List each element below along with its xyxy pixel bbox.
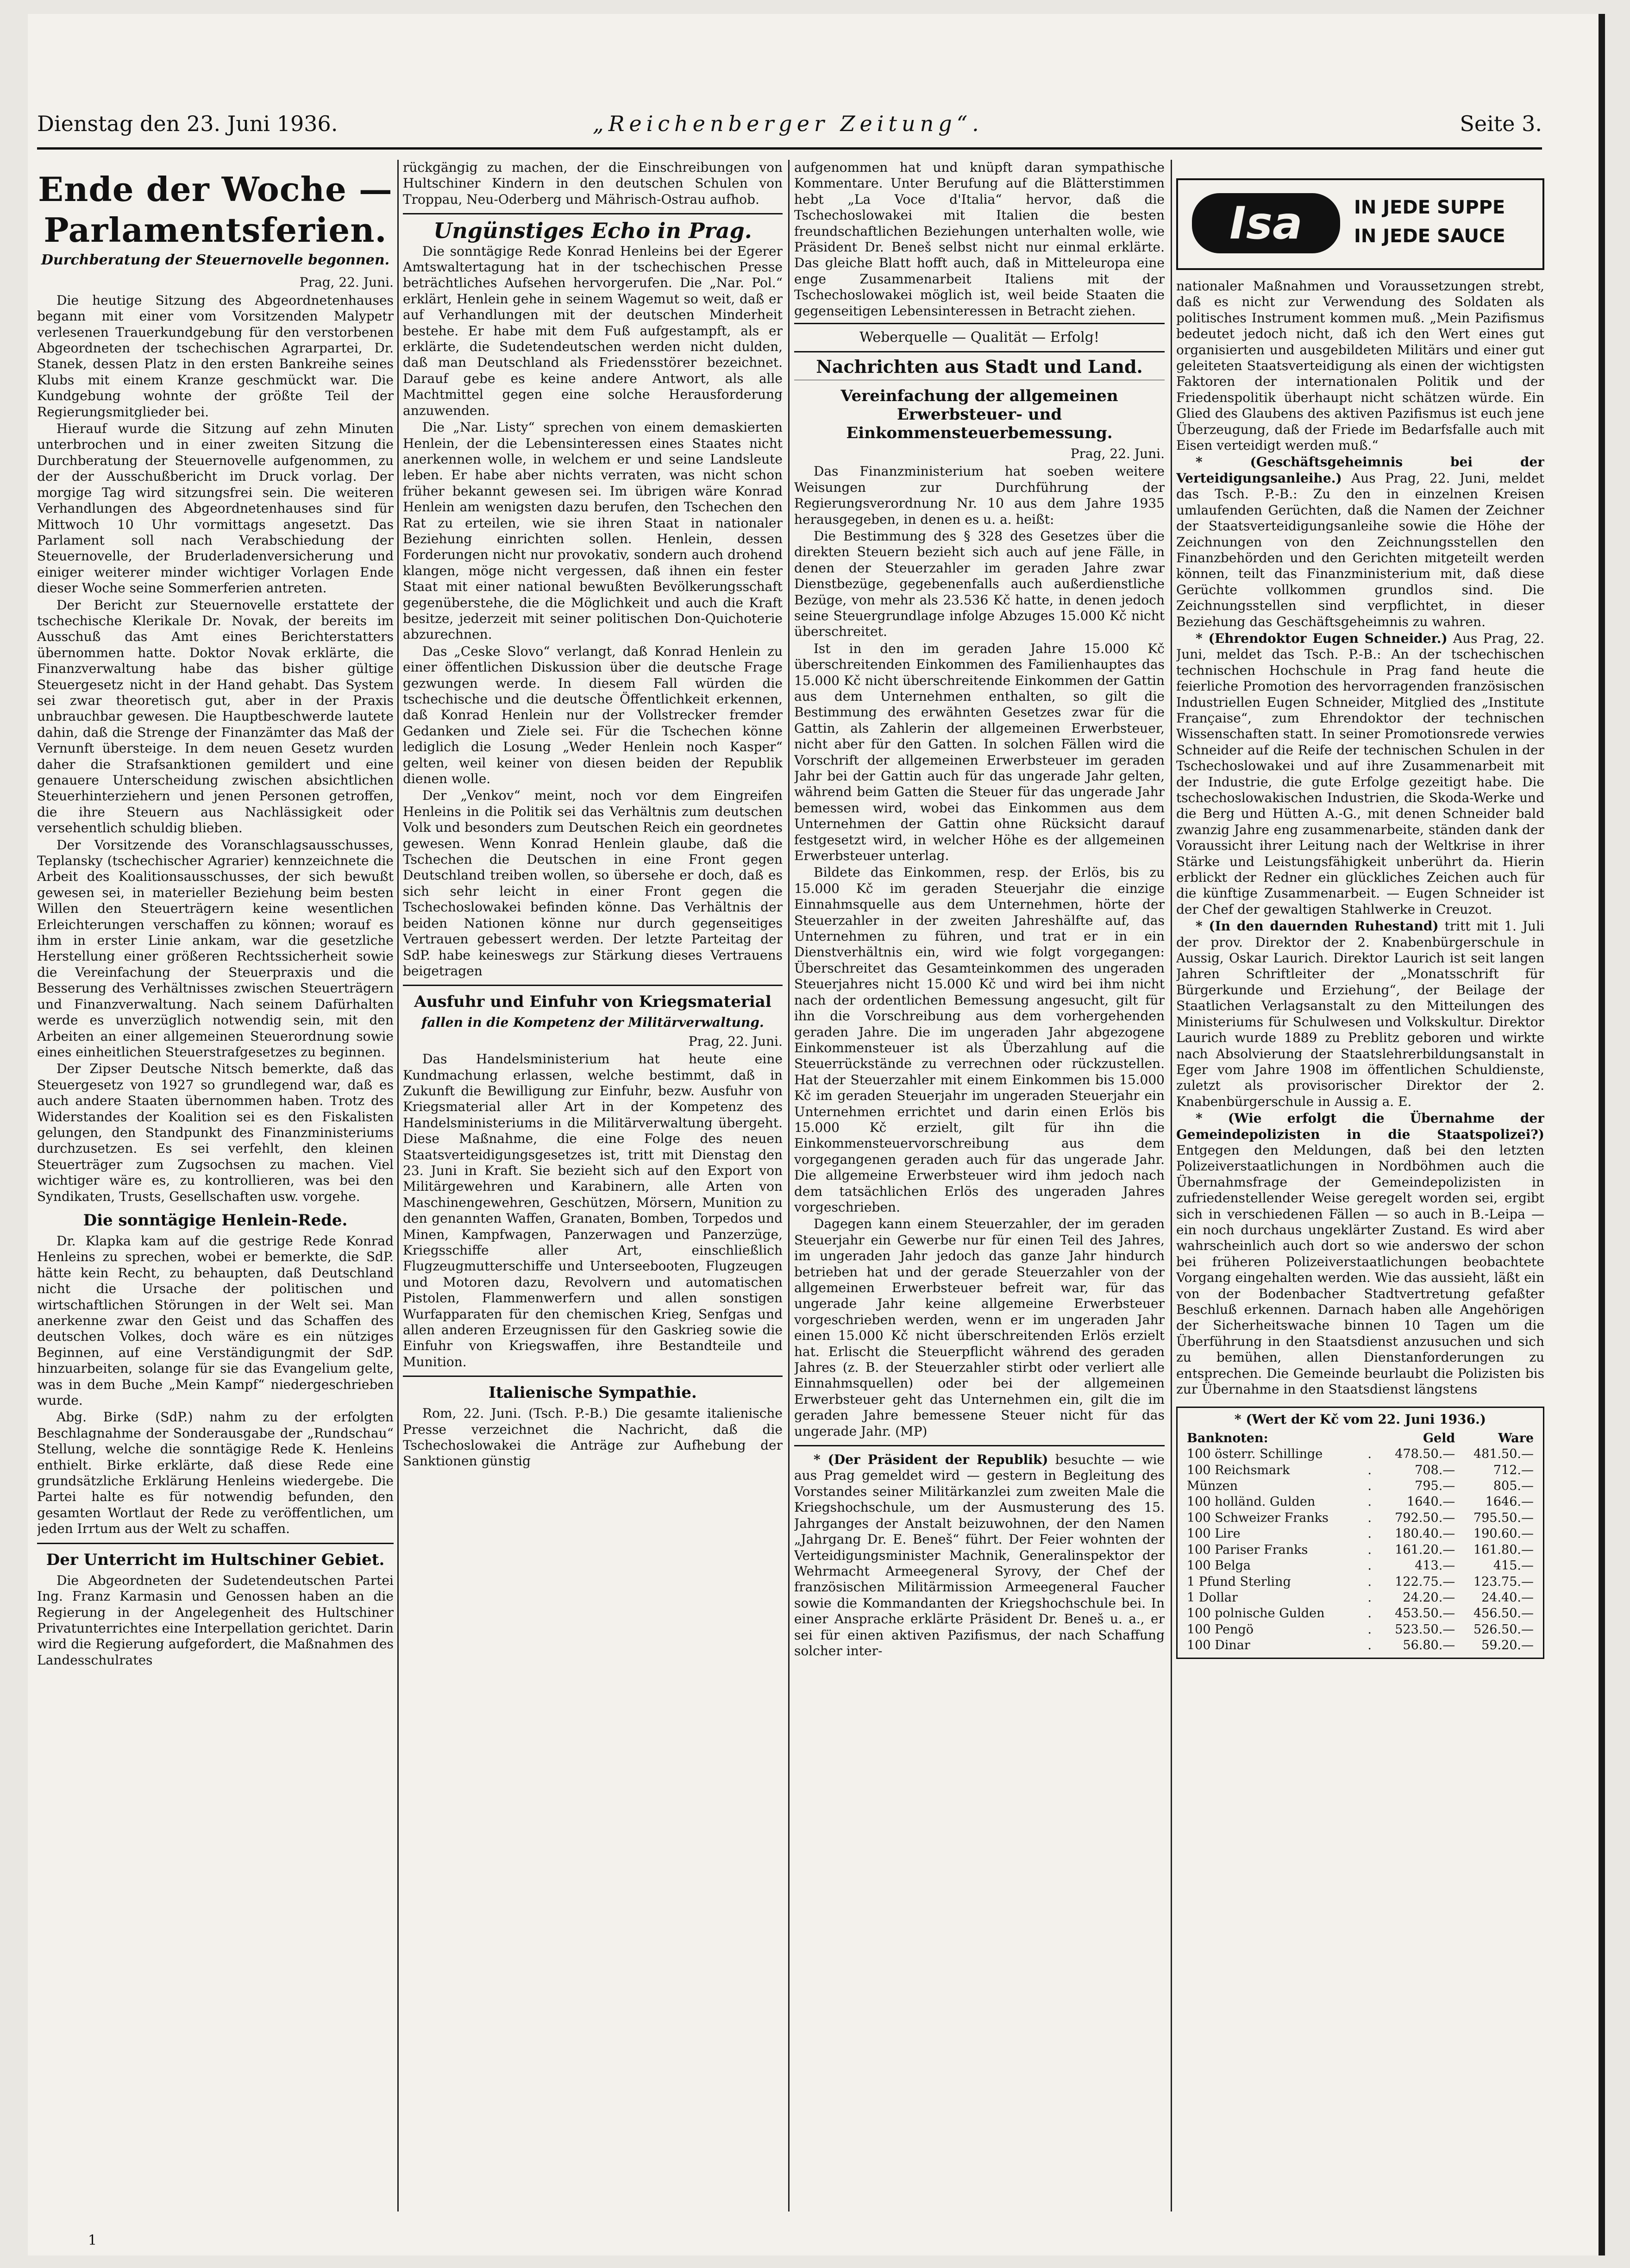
section-heading: Italienische Sympathie. [489, 1383, 697, 1402]
table-row [1184, 1446, 1536, 1462]
news-item-text: besuchte — wie aus Prag gemeldet wird — gestern in Begleitung des Vorstandes seiner Militärkanzlei zum zweiten Male die Kriegshochschule, um der Ausmusterung des 15. Jahrganges der Anstalt beizuwohnen, der den Namen „Jahrgang Dr. E. Beneš“ führt. Der Feier wohnten der Verteidigungsminister Machnik, Generalinspektor der Wehrmacht Armeegeneral Syrovy, der Chef der französischen Militärmission Armeegeneral Faucher sowie die Kommandanten der Kriegshochschule bei. In einer Ansprache erklärte Präsident Dr. Beneš u. a., er sei für einen aktiven Pazifismus, der nach Schaffung solcher inter- [794, 1452, 1165, 1659]
article-headline: Ausfuhr und Einfuhr von Kriegsmaterial [414, 993, 771, 1011]
dateline: Prag, 22. Juni. [1070, 446, 1165, 461]
buy-rate-cell: 24.20.— [1403, 1590, 1455, 1605]
article-paragraph: Der Zipser Deutsche Nitsch bemerkte, daß das Steuergesetz von 1927 so grundlegend war, daß es auch andere Staaten übernommen haben. Trotz des Widerstandes der Koalition sei es den Fiskalisten gelungen, den Standpunkt des Finanzministeriums durchzusetzen. Es sei verfehlt, den kleinen Steuerträger zum Zugsochsen zu machen. Viel wichtiger wäre es, zu kontrollieren, was bei den Syndikaten, Trusts, Gesellschaften usw. vorgehe. [37, 1061, 394, 1204]
news-item [794, 1452, 1165, 1659]
table-header-row [1184, 1431, 1536, 1446]
header-masthead: „Reichenberger Zeitung“. [593, 111, 984, 136]
buy-rate-cell: 453.50.— [1395, 1606, 1455, 1621]
dateline: Prag, 22. Juni. [688, 1033, 783, 1049]
dots-cell: . [1367, 1558, 1372, 1573]
news-item-text: Aus Prag, 22. Juni, meldet das Tsch. P.-B.: An der tschechischen technischen Hochschule in Prag fand heute die feierliche Promotion des hervorragenden französischen Industriellen Eugen Schneider, Mitglied des „Institute Française“, zum Ehrendoktor der technischen Wissenschaften statt. In seiner Promotionsrede verwies Schneider auf die Reife der technischen Schulen in der Tschechoslowakei und auf ihre Zusammenarbeit mit der Industrie, die gute Erfolge gezeitigt habe. Die tschechoslowakischen Industrien, die Skoda-Werke und die Berg und Hütten A.-G., mit denen Schneider bald zwanzig Jahre eng zusammenarbeite, ständen dank der Voraussicht ihrer Leitung nach der Weltkrise in ihrer Stärke und Leistungsfähigkeit unberührt da. Hierin erblickt der Redner ein glückliches Zeichen auch für die künftige Zusammenarbeit. — Eugen Schneider ist der Chef der gewaltigen Stahlwerke in Creuzot. [1176, 630, 1544, 917]
buy-rate-cell: 1640.— [1407, 1495, 1455, 1509]
article-paragraph: Abg. Birke (SdP.) nahm zu der erfolgten Beschlagnahme der Sonderausgabe der „Rundschau“ Stellung, welche die sonntägige Rede K. Henleins enthielt. Birke erklärte, daß diese Rede eine grundsätzliche Erklärung Henleins wiedergebe. Die Partei halte es für notwendig befunden, den gesamten Wortlaut der Rede zu veröffentlichen, um jeden Irrtum aus der Welt zu schaffen. [37, 1409, 394, 1537]
news-item-text: tritt mit 1. Juli der prov. Direktor der 2. Knabenbürgerschule in Aussig, Oskar Laurich. Direktor Laurich ist seit langen Jahren Schriftleiter der „Monatsschrift für Bürgerkunde und Erziehung“, der Beilage der Staatlichen Verlagsanstalt zu den Mitteilungen des Ministeriums für Schulwesen und Volkskultur. Direktor Laurich wurde 1889 zu Preblitz geboren und wirkte nach Absolvierung der Staatslehrerbildungsanstalt in Eger vom Jahre 1908 im öffentlichen Schuldienste, zuletzt als provisorischer Direktor der 2. Knabenbürgerschule in Aussig a. E. [1176, 918, 1544, 1109]
article-paragraph: Das Handelsministerium hat heute eine Kundmachung erlassen, welche bestimmt, daß in Zukunft die Bewilligung zur Einfuhr, bezw. Ausfuhr von Kriegsmaterial aller Art in der Kompetenz des Handelsministeriums in die Militärverwaltung übergeht. Diese Maßnahme, die eine Folge des neuen Staatsverteidigungsgesetzes ist, tritt mit Dienstag den 23. Juni in Kraft. Sie bezieht sich auf den Export von Militärgewehren und Karabinern, alle Arten von Maschinengewehren, Geschützen, Mörsern, Munition zu den genannten Waffen, Granaten, Bomben, Torpedos und Minen, Kampfwagen, Panzerwagen und Panzerzüge, Kriegsschiffe aller Art, einschließlich Flugzeugmutterschiffe und Unterseebooten, Flugzeugen und Motoren dazu, Revolvern und automatischen Pistolen, Flammenwerfern und allen sonstigen Wurfapparaten für den chemischen Krieg, Senfgas und allen anderen Erzeugnissen für den Gaskrieg sowie die Einfuhr von Kriegswaffen, ihre Bestandteile und Munition. [403, 1051, 783, 1370]
dots-cell: . [1367, 1447, 1372, 1462]
table-row [1184, 1478, 1536, 1494]
main-headline: Ende der Woche — Parlamentsferien. [38, 170, 393, 250]
article-paragraph: nationaler Maßnahmen und Voraussetzungen strebt, daß es nicht zur Verwendung des Soldaten als politisches Instrument kommen muß. „Mein Pazifismus bedeutet jedoch nicht, daß ich den Wert eines gut organisierten und ausgebildeten Militärs und einer gut geleiteten Staatsverteidigung als einen der wichtigsten Faktoren der internationalen Politik und der Friedenspolitik überhaupt nicht schätzen würde. Ein Glied des Glaubens des aktiven Pazifismus ist euch jene Überzeugung, daß der Friede im Bedarfsfalle auch mit Eisen verteidigt werden muß.“ [1176, 278, 1544, 453]
news-item-heading: * (Geschäftsgeheimnis bei der Verteidigungsanleihe.) [1176, 454, 1544, 486]
currency-cell: 100 Lire [1187, 1527, 1241, 1541]
article-paragraph: Das „Ceske Slovo“ verlangt, daß Konrad Henlein zu einer öffentlichen Diskussion über die deutsche Frage gezwungen werde. In diesem Fall würden die tschechische und die deutsche Öffentlichkeit erkennen, daß Konrad Henlein nur der Vollstrecker fremder Gedanken und Ziele sei. Für die Tschechen könne lediglich die Losung „Weder Henlein noch Kasper“ gelten, weil keiner von diesen beiden der Republik dienen wolle. [403, 643, 783, 787]
table-row [1184, 1526, 1536, 1542]
exchange-rates-box [1176, 1407, 1544, 1659]
sell-rate-cell: 415.— [1493, 1558, 1534, 1573]
column-divider [1171, 160, 1172, 2211]
buy-rate-cell: 413.— [1415, 1558, 1455, 1573]
table-row [1184, 1574, 1536, 1590]
article-paragraph: Das Finanzministerium hat soeben weitere Weisungen zur Durchführung der Regierungsverordnung Nr. 10 aus dem Jahre 1935 herausgegeben, in denen es u. a. heißt: [794, 464, 1165, 527]
sell-rate-cell: 59.20.— [1481, 1638, 1534, 1653]
buy-rate-cell: 180.40.— [1395, 1527, 1455, 1541]
page-header [37, 111, 1542, 144]
section-heading: Die sonntägige Henlein-Rede. [83, 1211, 348, 1230]
dots-cell: . [1367, 1590, 1372, 1605]
article-paragraph: Dagegen kann einem Steuerzahler, der im geraden Steuerjahr ein Gewerbe nur für einen Teil des Jahres, im ungeraden Jahr jedoch das ganze Jahr hindurch betrieben hat und der gerade Steuerzahler von der allgemeinen Erwerbsteuer befreit war, für das ungerade Jahr keine allgemeine Erwerbsteuer vorgeschrieben werden, wenn er im ungeraden Jahr einen 15.000 Kč nicht überschreitenden Erlös erzielt hat. Erlischt die Steuerpflicht während des geraden Jahres (z. B. der Steuerzahler stirbt oder verliert alle Einnahmsquellen) oder bei der allgemeinen Erwerbsteuer geht das Unternehmen ein, gilt die im geraden Jahre bemessene Steuer nicht für das ungerade Jahr. (MP) [794, 1216, 1165, 1439]
news-item-heading: * (Der Präsident der Republik) [814, 1452, 1048, 1468]
dots-cell: . [1367, 1542, 1372, 1557]
article-paragraph: Bildete das Einkommen, resp. der Erlös, bis zu 15.000 Kč im geraden Steuerjahr die einzige Einnahmsquelle aus dem Unternehmen, hörte der Steuerzahler in der zweiten Jahreshälfte auf, das Unternehmen zu führen, und trat er in ein Dienstverhältnis ein, wird wie folgt vorgegangen: Überschreitet das Gesamteinkommen des ungeraden Steuerjahres nicht 15.000 Kč und wird bei ihm nicht nach der ordentlichen Bemessung angesucht, gilt für ihn die Vorschreibung aus dem vorhergehenden geraden Jahre. Die im ungeraden Jahr abgezogene Einkommensteuer ist als Überzahlung auf die Steuerrückstände zu verrechnen oder rückzustellen. Hat der Steuerzahler mit einem Einkommen bis 15.000 Kč im geraden Steuerjahr im ungeraden Steuerjahr ein Unternehmen errichtet und darin einen Erlös bis 15.000 Kč erzielt, gilt für ihn die Einkommensteuervorschreibung aus dem vorgegangenen geraden auch für das ungerade Jahr. Die allgemeine Erwerbsteuer wird ihm jedoch nach dem tatsächlichen Erlös des ungeraden Jahres vorgeschrieben. [794, 865, 1165, 1215]
divider [403, 213, 783, 214]
table-row [1184, 1463, 1536, 1478]
article-paragraph: Die „Nar. Listy“ sprechen von einem demaskierten Henlein, der die Lebensinteressen eines Staates nicht anerkennen wolle, in welchem er und seine Landsleute leben. Er habe aber nichts verraten, was nicht schon früher bekannt gewesen sei. Im übrigen wäre Konrad Henlein am wenigsten dazu berufen, den Tschechen den Rat zu erteilen, wie sie ihren Staat in nationaler Beziehung einrichten sollen. Henlein, dessen Forderungen nicht nur provokativ, sondern auch drohend klangen, möge nicht vergessen, daß ihnen ein fester Staat mit einer national bewußten Bevölkerungsschaft gegenüberstehe, die die Möglichkeit und auch die Kraft besitze, jederzeit mit seiner politischen Don-Quichoterie abzurechnen. [403, 420, 783, 642]
dots-cell: . [1367, 1574, 1372, 1589]
buy-rate-cell: 523.50.— [1395, 1622, 1455, 1637]
header-date: Dienstag den 23. Juni 1936. [37, 111, 338, 136]
buy-rate-cell: 795.— [1415, 1479, 1455, 1494]
currency-cell: 100 polnische Gulden [1187, 1606, 1325, 1621]
table-row [1184, 1558, 1536, 1574]
sell-rate-cell: 526.50.— [1473, 1622, 1534, 1637]
news-item [1176, 918, 1544, 1110]
sell-rate-cell: 712.— [1493, 1463, 1534, 1477]
currency-cell: 100 holländ. Gulden [1187, 1495, 1316, 1509]
column-header: Ware [1498, 1431, 1534, 1445]
table-row [1184, 1510, 1536, 1526]
currency-cell: 100 Pariser Franks [1187, 1542, 1308, 1557]
column-divider [397, 160, 399, 2211]
section-heading: Der Unterricht im Hultschiner Gebiet. [46, 1550, 385, 1569]
header-rule [37, 147, 1542, 150]
article-paragraph: Hierauf wurde die Sitzung auf zehn Minuten unterbrochen und in einer zweiten Sitzung die Durchberatung der Steuernovelle aufgenommen, zu der der Ausschußbericht im Druck vorlag. Der morgige Tag wird sitzungsfrei sein. Die weiteren Verhandlungen des Abgeordnetenhauses sind für Mittwoch 10 Uhr vormittags angesetzt. Das Parlament soll nach Verabschiedung der Steuernovelle, der Bruderladenversicherung und einiger weiterer minder wichtiger Vorlagen Ende dieser Woche seine Sommerferien antreten. [37, 421, 394, 596]
news-item [1176, 631, 1544, 917]
article-paragraph: Die Bestimmung des § 328 des Gesetzes über die direkten Steuern bezieht sich auch auf jene Fälle, in denen der Steuerzahler im geraden Jahre zwar Dienstbezüge, gegebenenfalls auch außerdienstliche Bezüge, von mehr als 23.536 Kč hatte, in denen jedoch seine Steuergrundlage infolge Abzuges 15.000 Kč nicht überschreitet. [794, 528, 1165, 640]
sell-rate-cell: 805.— [1493, 1479, 1534, 1494]
dots-cell: . [1367, 1510, 1372, 1525]
news-item-heading: * (Ehrendoktor Eugen Schneider.) [1196, 630, 1448, 646]
article-paragraph: aufgenommen hat und knüpft daran sympathische Kommentare. Unter Berufung auf die Blätterstimmen hebt „La Voce d'Italia“ hervor, daß die Tschechoslowakei mit Italien die besten freundschaftlichen Beziehungen unterhalten wolle, wie Präsident Dr. Beneš selbst nicht nur einmal erklärte. Das gleiche Blatt hofft auch, daß in Mitteleuropa eine enge Zusammenarbeit Italiens mit der Tschechoslowakei möglich ist, weil beide Staaten die gegenseitigen Lebensinteressen in Betracht ziehen. [794, 160, 1165, 319]
dots-cell: . [1367, 1606, 1372, 1621]
sell-rate-cell: 456.50.— [1473, 1606, 1534, 1621]
dots-cell: . [1367, 1622, 1372, 1637]
ad-line: IN JEDE SUPPE [1354, 197, 1505, 218]
margin-mark: 1 [88, 2232, 97, 2249]
column-divider [788, 160, 790, 2211]
buy-rate-cell: 792.50.— [1395, 1510, 1455, 1525]
sell-rate-cell: 161.80.— [1473, 1542, 1534, 1557]
table-row [1184, 1590, 1536, 1606]
currency-cell: 100 Dinar [1187, 1638, 1250, 1653]
sell-rate-cell: 123.75.— [1473, 1574, 1534, 1589]
currency-cell: 100 Reichsmark [1187, 1463, 1290, 1477]
currency-cell: 1 Pfund Sterling [1187, 1574, 1291, 1589]
news-item-text: Entgegen den Meldungen, daß bei den letzten Polizeiverstaatlichungen in Nordböhmen auch die Übernahmsfrage der Gemeindepolizisten in zufriedenstellender Weise geregelt worden sei, ergibt sich in verschiedenen Fällen — so auch in B.-Leipa — ein noch durchaus ungeklärter Zustand. Es wird aber wahrscheinlich auch dort so wie anderswo der schon bei früheren Polizeiverstaatlichungen beobachtete Vorgang eingehalten werden. Wie das aussieht, läßt ein von der Bodenbacher Stadtvertretung gefaßter Beschluß erkennen. Darnach haben alle Angehörigen der Sicherheitswache binnen 10 Tagen um die Überführung in den Staatsdienst anzusuchen und sich zu bemühen, allen Dienstanforderungen zu entsprechen. Die Gemeinde beurlaubt die Polizisten bis zur Übernahme in den Staatsdienst längstens [1176, 1142, 1544, 1397]
article-paragraph: Der „Venkov“ meint, noch vor dem Eingreifen Henleins in die Politik sei das Verhältnis zum deutschen Volk und besonders zum Deutschen Reich ein geordnetes gewesen. Wenn Konrad Henlein glaube, daß die Tschechen die Deutschen in eine Front gegen Deutschland treiben wollen, so übersehe er doch, daß es sich sehr leicht in einer Front gegen die Tschechoslowakei befinden könne. Das Verhältnis der beiden Nationen könne nur durch gegenseitiges Vertrauen gebessert werden. Der letzte Parteitag der SdP. habe keineswegs zur Stärkung dieses Vertrauens beigetragen [403, 788, 783, 979]
buy-rate-cell: 161.20.— [1395, 1542, 1455, 1557]
divider [794, 1445, 1165, 1446]
exchange-rates-title: * (Wert der Kč vom 22. Juni 1936.) [1234, 1412, 1486, 1427]
news-item-text: Aus Prag, 22. Juni, meldet das Tsch. P.-B.: Zu den in einzelnen Kreisen umlaufenden Gerüchten, daß die Namen der Zeichner der Staatsverteidigungsanleihe sowie die Höhe der Zeichnungen von den Zeichnungsstellen den Finanzbehörden und den Gerichten mitgeteilt werden können, teilt das Finanzministerium mit, daß diese Gerüchte vollkommen grundlos sind. Die Zeichnungsstellen sind verpflichtet, in dieser Beziehung das Geschäftsgeheimnis zu wahren. [1176, 470, 1544, 629]
dots-cell: . [1367, 1463, 1372, 1477]
column-header: Banknoten: [1187, 1431, 1268, 1445]
currency-cell: Münzen [1187, 1479, 1238, 1494]
section-title: Nachrichten aus Stadt und Land. [816, 356, 1143, 377]
sell-rate-cell: 481.50.— [1473, 1447, 1534, 1462]
article-paragraph: Die Abgeordneten der Sudetendeutschen Partei Ing. Franz Karmasin und Genossen haben an die Regierung in der Angelegenheit des Hultschiner Privatunterrichtes eine Interpellation gerichtet. Darin wird die Regierung aufgefordert, die Maßnahmen des Landesschulrates [37, 1572, 394, 1668]
exchange-rates-table [1184, 1431, 1536, 1654]
sell-rate-cell: 190.60.— [1473, 1527, 1534, 1541]
dots-cell: . [1367, 1638, 1372, 1653]
divider [37, 1543, 394, 1544]
currency-cell: 100 Belga [1187, 1558, 1251, 1573]
article-paragraph: Die heutige Sitzung des Abgeordnetenhauses begann mit einer vom Vorsitzenden Malypetr verlesenen Trauerkundgebung für den verstorbenen Abgeordneten der tschechischen Agrarpartei, Dr. Stanek, dessen Platz in den ersten Bankreihe seines Klubs mit einem Kranze geschmückt war. Die Kundgebung wohnte der größte Teil der Regierungsmitglieder bei. [37, 292, 394, 420]
article-paragraph: rückgängig zu machen, der die Einschreibungen von Hultschiner Kindern in den deutschen Schulen von Troppau, Neu-Oderberg und Mährisch-Ostrau aufhob. [403, 160, 783, 207]
column-2 [403, 160, 783, 2230]
article-headline: Ungünstiges Echo in Prag. [433, 218, 752, 244]
article-paragraph: Ist in den im geraden Jahre 15.000 Kč überschreitenden Einkommen des Familienhauptes das 15.000 Kč nicht überschreitende Einkommen der Gattin aus dem Unternehmen enthalten, so gilt die Bestimmung des erwähnten Gesetzes zwar für die Gattin, als Zahlerin der allgemeinen Erwerbsteuer, nicht aber für den Gatten. In solchen Fällen wird die Vorschrift der allgemeinen Erwerbsteuer im geraden Jahr bei der Gattin auch für das ungerade Jahr gelten, während beim Gatten die Steuer für das ungerade Jahr bemessen wird, wobei das Einkommen aus dem Unternehmen der Gattin ohne Rücksicht darauf festgesetzt wird, in welcher Höhe es der allgemeinen Erwerbsteuer unterlag. [794, 641, 1165, 864]
table-row [1184, 1542, 1536, 1558]
main-subheadline: Durchberatung der Steuernovelle begonnen. [41, 252, 390, 268]
article-paragraph: Der Bericht zur Steuernovelle erstattete der tschechische Klerikale Dr. Novak, der bereits im Ausschuß das Amt eines Berichterstatters übernommen hatte. Doktor Novak erklärte, die Finanzverwaltung habe das bisher gültige Steuergesetz nicht in der Hand gehabt. Das System sei zwar theoretisch gut, aber in der Praxis unbrauchbar gewesen. Die Hauptbeschwerde lautete dahin, daß die Strenge der Finanzämter das Maß der Vernunft übersteige. In dem neuen Gesetz wurden daher die Strafsanktionen gemildert und eine genauere Unterscheidung zwischen absichtlichen Steuerhinterziehern und jenen Personen getroffen, die ihre Steuern aus Nachlässigkeit oder versehentlich schuldig blieben. [37, 597, 394, 836]
table-row [1184, 1494, 1536, 1510]
divider [403, 1376, 783, 1377]
dateline: Prag, 22. Juni. [299, 275, 394, 290]
isa-advertisement [1176, 178, 1544, 270]
ad-line: IN JEDE SAUCE [1354, 226, 1505, 247]
news-item [1176, 454, 1544, 629]
news-item-heading: * (In den dauernden Ruhestand) [1196, 918, 1439, 934]
buy-rate-cell: 478.50.— [1395, 1447, 1455, 1462]
exchange-rates-body [1184, 1446, 1536, 1653]
currency-cell: 100 Schweizer Franks [1187, 1510, 1329, 1525]
column-4 [1176, 160, 1544, 2230]
column-header-spacer [1360, 1431, 1379, 1446]
advert-slogan: Weberquelle — Qualität — Erfolg! [794, 323, 1165, 352]
news-item-heading: * (Wie erfolgt die Übernahme der Gemeindepolizisten in die Staatspolizei?) [1176, 1111, 1544, 1142]
article-paragraph: Die sonntägige Rede Konrad Henleins bei der Egerer Amtswaltertagung hat in der tschechischen Presse beträchtliches Aufsehen hervorgerufen. Die „Nar. Pol.“ erklärt, Henlein gehe in seinem Wagemut so weit, daß er auf Verhandlungen mit der deutschen Minderheit bestehe. Er habe mit dem Fuß aufgestampft, als er erklärte, die Sudetendeutschen werden nicht dulden, daß man Deutschland als Friedensstörer bezeichnet. Darauf gebe es keine andere Antwort, als alle Machtmittel gegen eine solche Herausforderung anzuwenden. [403, 243, 783, 418]
newspaper-page [28, 14, 1602, 2255]
buy-rate-cell: 56.80.— [1403, 1638, 1455, 1653]
sell-rate-cell: 1646.— [1485, 1495, 1534, 1509]
table-row [1184, 1638, 1536, 1653]
header-page-number: Seite 3. [1460, 111, 1542, 136]
article-subheadline: fallen in die Kompetenz der Militärverwaltung. [421, 1015, 764, 1030]
sell-rate-cell: 24.40.— [1481, 1590, 1534, 1605]
dots-cell: . [1367, 1479, 1372, 1494]
article-headline: Vereinfachung der allgemeinen Erwerbsteuer- und Einkommensteuerbemessung. [840, 386, 1118, 442]
page-edge [1599, 14, 1605, 2255]
sell-rate-cell: 795.50.— [1473, 1510, 1534, 1525]
divider [403, 985, 783, 986]
buy-rate-cell: 708.— [1415, 1463, 1455, 1477]
currency-cell: 100 Pengö [1187, 1622, 1254, 1637]
article-paragraph: Der Vorsitzende des Voranschlagsausschusses, Teplansky (tschechischer Agrarier) kennzeichnete die Arbeit des Koalitionsausschusses, der sich bewußt gewesen sei, in materieller Beziehung beim besten Willen den Steuerträgern keine wesentlichen Erleichterungen verschaffen zu können; worauf es ihm in erster Linie ankam, war die gesetzliche Herstellung einer größeren Rechtssicherheit sowie die Vereinfachung der Steuerpraxis und die Besserung des Verhältnisses zwischen Steuerträgern und Finanzverwaltung. Nach seinem Dafürhalten werde es unverzüglich notwendig sein, mit den Arbeiten an einer allgemeinen Steuerordnung sowie eines einheitlichen Steuerstrafgesetzes zu beginnen. [37, 837, 394, 1060]
currency-cell: 100 österr. Schillinge [1187, 1447, 1323, 1462]
dots-cell: . [1367, 1527, 1372, 1541]
table-row [1184, 1606, 1536, 1621]
column-3 [794, 160, 1165, 2230]
article-paragraph: Rom, 22. Juni. (Tsch. P.-B.) Die gesamte italienische Presse verzeichnet die Nachricht, daß die Tschechoslowakei die Anträge zur Aufhebung der Sanktionen günstig [403, 1406, 783, 1469]
news-item [1176, 1111, 1544, 1397]
table-row [1184, 1622, 1536, 1638]
dots-cell: . [1367, 1495, 1372, 1509]
column-1 [37, 160, 394, 2207]
column-header: Geld [1423, 1431, 1455, 1445]
buy-rate-cell: 122.75.— [1395, 1574, 1455, 1589]
isa-logo: Isa [1192, 193, 1340, 253]
currency-cell: 1 Dollar [1187, 1590, 1238, 1605]
article-paragraph: Dr. Klapka kam auf die gestrige Rede Konrad Henleins zu sprechen, wobei er bemerkte, die SdP. hätte kein Recht, zu behaupten, daß Deutschland nicht die Ursache der politischen und wirtschaftlichen Störungen in der Welt sei. Man anerkenne zwar den Geist und das Schaffen des deutschen Volkes, doch wäre es ein nütziges Beginnen, auf eine Verständigungmit der SdP. hinzuarbeiten, solange für sie das Evangelium gelte, was in dem Buche „Mein Kampf“ niedergeschrieben wurde. [37, 1233, 394, 1408]
